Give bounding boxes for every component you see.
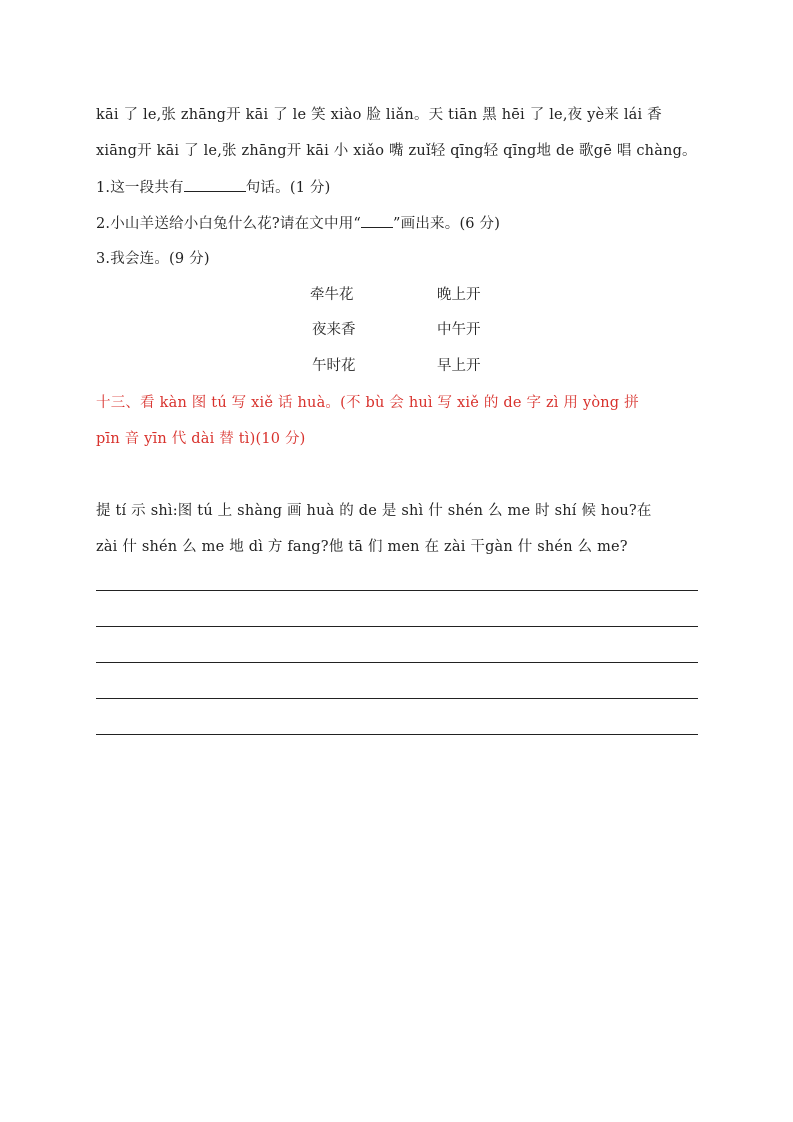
writing-line-1[interactable]	[96, 590, 698, 591]
question-2-prefix: 2.小山羊送给小白兔什么花?请在文中用“	[96, 216, 362, 232]
hint-line-2: zài 什 shén 么 me 地 dì 方 fang?他 tā 们 men 在 zài 干gàn 什 shén 么 me?	[96, 539, 628, 555]
question-2-suffix: ”画出来。(6 分)	[393, 216, 501, 232]
writing-line-3[interactable]	[96, 662, 698, 663]
matching-left-1[interactable]: 牵牛花	[310, 287, 354, 303]
question-2-blank	[361, 213, 393, 228]
hint-line-1: 提 tí 示 shì:图 tú 上 shàng 画 huà 的 de 是 shì 什 shén 么 me 时 shí 候 hou?在	[96, 503, 652, 519]
section-13-heading-line-1: 十三、看 kàn 图 tú 写 xiě 话 huà。(不 bù 会 huì 写 xiě 的 de 字 zì 用 yòng 拼	[96, 395, 639, 411]
writing-line-2[interactable]	[96, 626, 698, 627]
question-1-suffix: 句话。(1 分)	[245, 180, 331, 196]
matching-left-3[interactable]: 午时花	[312, 358, 356, 374]
question-1	[96, 177, 330, 198]
writing-line-4[interactable]	[96, 698, 698, 699]
matching-left-2[interactable]: 夜来香	[312, 322, 356, 338]
writing-line-5[interactable]	[96, 734, 698, 735]
matching-right-3[interactable]: 早上开	[437, 358, 481, 374]
question-3: 3.我会连。(9 分)	[96, 251, 210, 267]
passage-line-1: kāi 了 le,张 zhāng开 kāi 了 le 笑 xiào 脸 liǎn。天 tiān 黑 hēi 了 le,夜 yè来 lái 香	[96, 107, 662, 123]
matching-right-1[interactable]: 晚上开	[437, 287, 481, 303]
matching-right-2[interactable]: 中午开	[437, 322, 481, 338]
passage-line-2: xiāng开 kāi 了 le,张 zhāng开 kāi 小 xiǎo 嘴 zuǐ轻 qīng轻 qīng地 de 歌gē 唱 chàng。	[96, 143, 697, 159]
section-13-heading-line-2: pīn 音 yīn 代 dài 替 tì)(10 分)	[96, 431, 306, 447]
question-1-blank[interactable]	[184, 177, 246, 192]
question-1-prefix: 1.这一段共有	[96, 180, 184, 196]
question-2	[96, 213, 500, 234]
